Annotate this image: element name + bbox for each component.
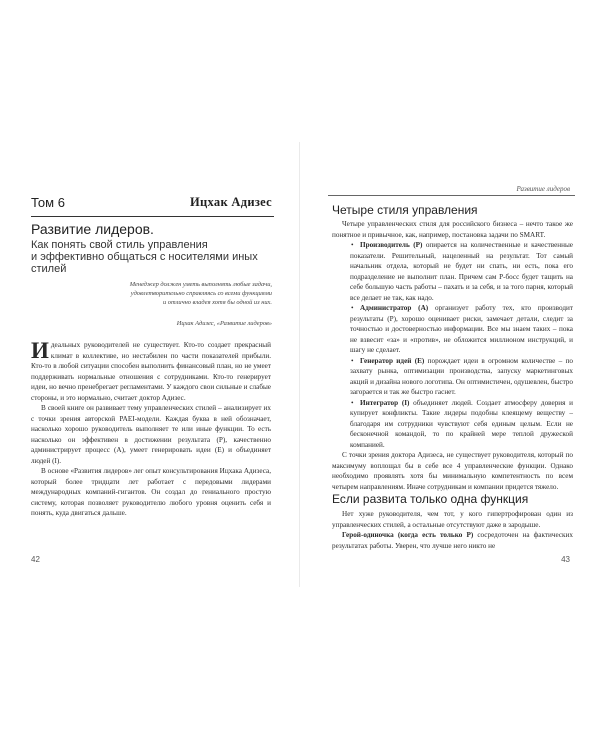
bullet-term: Генератор идей (E): [360, 356, 425, 365]
bullet-item: [332, 303, 573, 356]
bullet-term: Интегратор (I): [360, 398, 410, 407]
right-body-text: [332, 219, 573, 492]
book-title: Развитие лидеров.: [31, 221, 154, 237]
epigraph-line: и отлично владея хотя бы одной из них.: [162, 299, 272, 306]
epigraph: [102, 280, 272, 307]
right-page: [300, 142, 600, 587]
author-name: Ицхак Адизес: [189, 195, 272, 209]
bullet-term: Администратор (A): [360, 304, 429, 312]
running-head-rule: [328, 195, 575, 196]
running-head: Развитие лидеров: [516, 185, 570, 193]
bullet-text: организует работу тех, кто производит результаты (P), хорошо оценивает риски, замечает детали, следит за точностью и достоверностью информации. Все мы знаем таких – пока не взвесит «за» и «против», не обложится миллионом инструкций, и шагу не сделает.: [350, 304, 573, 354]
bullet-text: опирается на количественные и качественные показатели. Решительный, нацеленный на результат. Тот самый начальник отдела, который не будет ни спать, ни есть, пока его подразделение не выполнит план. Причем сам P-босс будет тащить на себе большую часть работы – пахать и за себя, и за того парня, который все делает не так, как надо.: [350, 241, 573, 302]
epigraph-source: Ицхак Адизес, «Развитие лидеров»: [176, 320, 272, 327]
paragraph: [31, 340, 271, 403]
bullet-item: [332, 240, 573, 303]
subtitle-line: стилей: [31, 263, 67, 275]
subtitle-line: Как понять свой стиль управления: [31, 239, 208, 251]
paragraph: В основе «Развития лидеров» лег опыт консультирования Ицхака Адизеса, который более тридцати лет работает с передовыми лидерами международных компаний-гигантов. Он создал до гениального простую систему, которая позволяет руководителю любого уровня оценить себя и понять, куда двигаться дальше.: [31, 467, 271, 517]
section-heading: Если развита только одна функция: [332, 492, 529, 506]
paragraph: С точки зрения доктора Адизеса, не существует руководителя, который по максимуму воплощал бы в себе все 4 управленческие функции. Однако необходимо проявлять хотя бы минимальную компетентность по всем четырем направлениям. Иначе сотрудникам и компании придется тяжело.: [332, 451, 573, 491]
header-rule: [31, 216, 274, 217]
right-body-text-2: [332, 509, 573, 551]
paragraph-term: Герой-одиночка (когда есть только P): [342, 531, 474, 539]
subtitle-line: и эффективно общаться с носителями иных: [31, 251, 258, 263]
paragraph: Нет хуже руководителя, чем тот, у кого гипертрофирован один из управленческих стилей, а остальные отсутствуют даже в зародыше.: [332, 510, 573, 529]
bullet-text: порождает идеи в огромном количестве – по захвату рынка, оптимизации производства, запуску маркетинговых акций и дизайна нового логотипа. Он оптимистичен, одушевлен, быстро загорается и так же быстро гаснет.: [350, 356, 574, 396]
section-heading: Четыре стиля управления: [332, 203, 478, 217]
epigraph-line: удовлетворительно справляясь со всеми функциями: [130, 290, 272, 297]
bullet-term: Производитель (P): [360, 241, 423, 249]
paragraph: Четыре управленческих стиля для российского бизнеса – нечто такое же понятное и привычное, как, например, постановка задачи по SMART.: [332, 220, 573, 239]
paragraph-text: сосредоточен на фактических результатах работы. Уверен, что лучше него никто не: [332, 531, 573, 550]
left-page: [0, 142, 300, 587]
page-number-right: 43: [561, 555, 570, 564]
epigraph-line: Менеджер должен уметь выполнять любые задачи,: [129, 281, 272, 288]
volume-label: Том 6: [31, 195, 65, 210]
bullet-item: [332, 398, 573, 451]
bullet-text: объединяет людей. Создает атмосферу доверия и купирует конфликты. Такие лидеры подобны клеящему веществу – благодаря им сотрудники чувствуют себя единым целым. Если не бесконечной командой, то по крайней мере теплой дружеской компанией.: [350, 398, 574, 449]
volume-header: [31, 195, 274, 213]
page-number-left: 42: [31, 555, 40, 564]
paragraph: В своей книге он развивает тему управленческих стилей – анализирует их с точки зрения авторской PAEI-модели. Каждая буква в ней обозначает, насколько хорошо руководитель выполняет те или иные функции. То есть насколько он эффективен в достижении результата (P), качественно администрирует процесс (A), умеет генерировать идеи (E) и объединяет людей (I).: [31, 404, 271, 465]
bullet-item: [332, 356, 573, 398]
paragraph: [332, 530, 573, 551]
paragraph-text: деальных руководителей не существует. Кто-то создает прекрасный климат в коллективе, но нестабилен по части показателей прибыли. Кто-то в любой ситуации способен выполнить финансовый план, но не умеет поддерживать нормальные отношения с сотрудниками. Кто-то генерирует идеи, но вечно пренебрегает регламентами. У каждого свои сильные и слабые стороны, и это нормально, считает доктор Адизес.: [31, 341, 271, 402]
book-subtitle: [31, 239, 276, 275]
drop-cap: И: [31, 338, 49, 363]
left-body-text: [31, 340, 271, 519]
